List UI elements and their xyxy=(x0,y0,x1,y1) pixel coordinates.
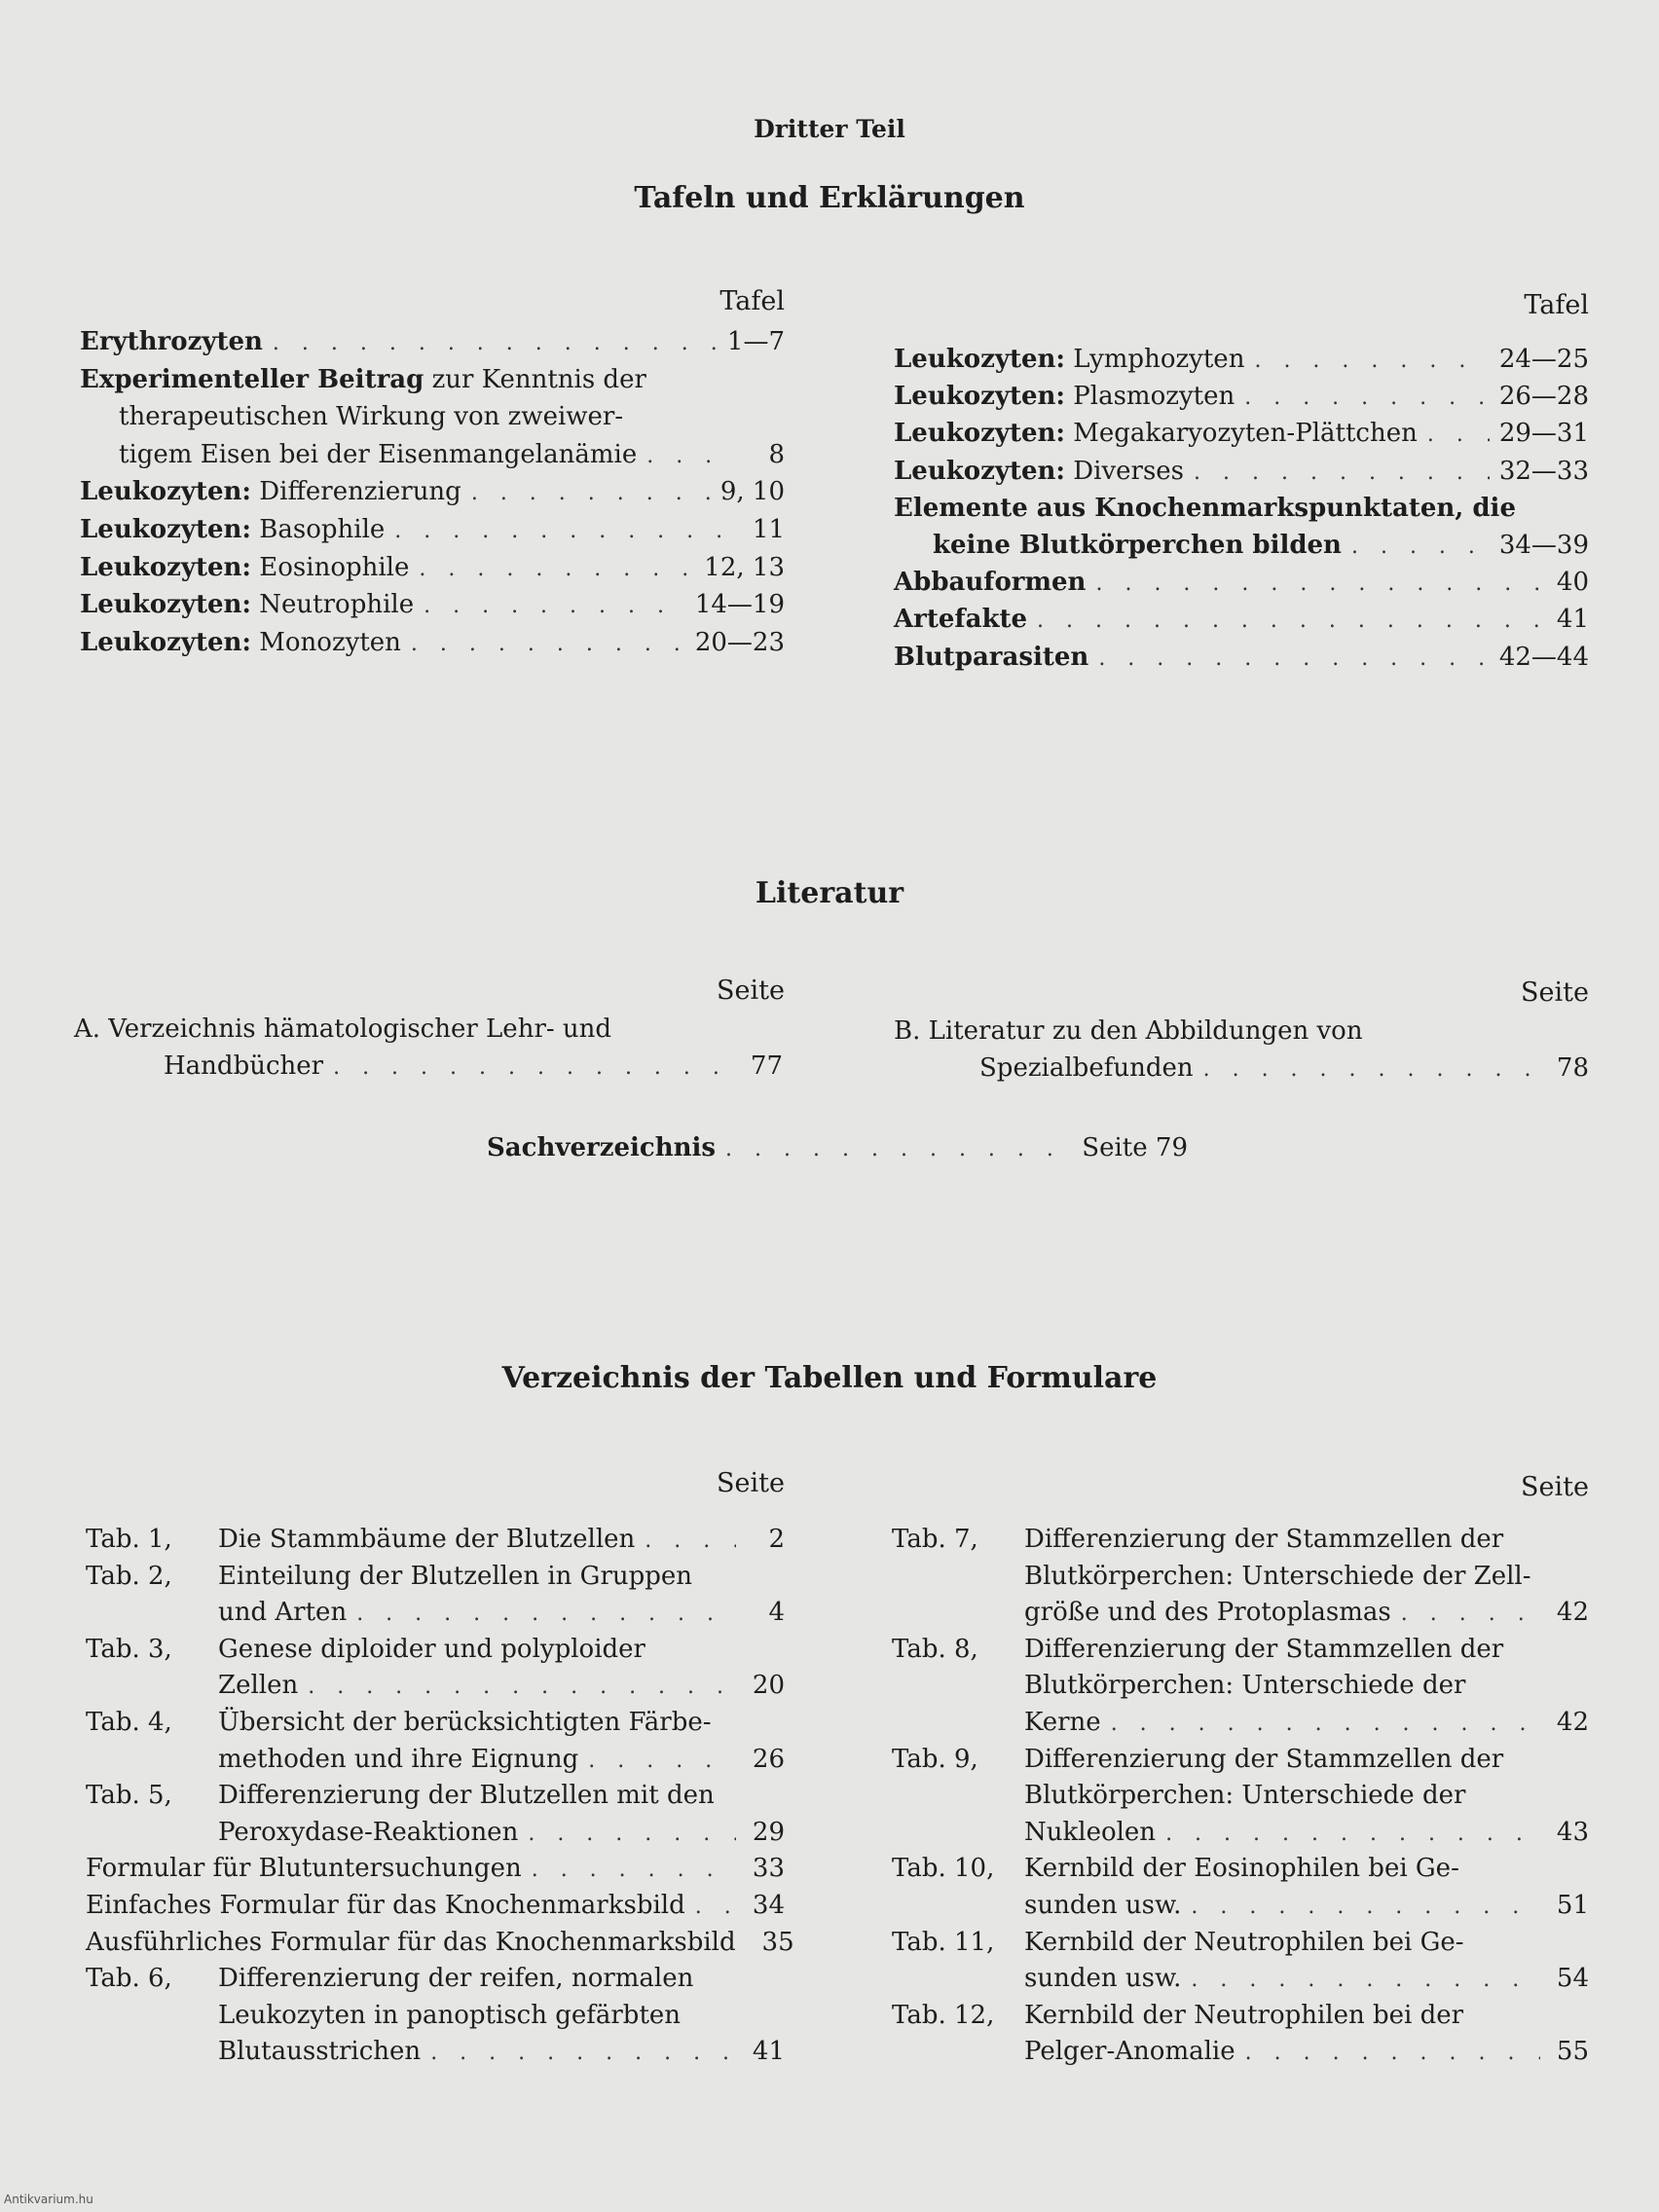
toc-entry-bold: Leukozyten: xyxy=(80,627,252,657)
table-page: 33 xyxy=(752,1854,785,1884)
table-list-entry xyxy=(892,1631,1589,1668)
dot-leader xyxy=(333,1050,734,1087)
toc-entry-bold: Leukozyten: xyxy=(894,456,1066,486)
table-title: sunden usw. xyxy=(1024,1964,1182,1994)
table-list-entry xyxy=(86,1704,785,1741)
table-title: Peroxydase-Reaktionen xyxy=(218,1817,519,1847)
table-title: methoden und ihre Eignung xyxy=(218,1744,579,1774)
dot-leader xyxy=(1427,417,1490,454)
table-page: 34 xyxy=(752,1891,785,1920)
dot-leader xyxy=(411,626,685,663)
toc-entry xyxy=(894,415,1589,454)
toc-entry-label xyxy=(894,490,1516,527)
toc-entry-bold: Leukozyten: xyxy=(80,515,252,544)
table-list-entry xyxy=(892,1850,1589,1887)
table-title: Ausführliches Formular für das Knochenmarksbild xyxy=(86,1927,736,1957)
toc-entry-page: 41 xyxy=(1556,605,1589,635)
table-list-entry xyxy=(1024,1887,1589,1926)
sachverzeichnis-page: 79 xyxy=(1155,1133,1188,1162)
table-title: Einfaches Formular für das Knochenmarksbild xyxy=(86,1891,685,1920)
toc-entry xyxy=(80,511,785,550)
toc-entry-label xyxy=(80,586,414,623)
table-list-entry xyxy=(86,1631,785,1668)
table-list-entry xyxy=(1024,1814,1589,1853)
toc-entry xyxy=(894,490,1589,527)
toc-entry-text: Neutrophile xyxy=(251,590,415,620)
dot-leader xyxy=(528,1816,736,1853)
table-list-entry xyxy=(86,1521,785,1560)
table-list-entry xyxy=(1024,1960,1589,1999)
toc-entry-label xyxy=(894,415,1418,452)
table-page: 41 xyxy=(752,2037,785,2067)
dot-leader xyxy=(1165,1816,1540,1853)
table-number: Tab. 4, xyxy=(86,1708,172,1737)
toc-entry-label xyxy=(119,436,637,473)
toc-entry xyxy=(80,586,785,625)
table-title: Differenzierung der reifen, normalen xyxy=(218,1964,694,1994)
dot-leader xyxy=(308,1669,736,1706)
table-number: Tab. 2, xyxy=(86,1561,172,1591)
toc-entry-bold: Leukozyten: xyxy=(80,590,252,620)
table-list-entry xyxy=(1024,1667,1589,1704)
toc-entry xyxy=(80,361,785,398)
toc-entry xyxy=(894,639,1589,678)
literatur-a-page: 77 xyxy=(750,1051,783,1081)
toc-entry-bold: Abbauformen xyxy=(894,568,1087,598)
toc-entry xyxy=(80,624,785,663)
table-list-entry xyxy=(218,1667,785,1706)
tafeln-right-col-label: Tafel xyxy=(1524,290,1589,320)
toc-entry-label xyxy=(894,639,1088,676)
table-page: 54 xyxy=(1556,1964,1589,1994)
table-list-entry xyxy=(86,1777,785,1814)
table-list-entry xyxy=(86,1960,785,1997)
literatur-a-entry xyxy=(164,1048,783,1087)
literatur-a-line1: A. Verzeichnis hämatologischer Lehr- und xyxy=(74,1014,612,1044)
literatur-a-line2: Handbücher xyxy=(164,1051,324,1081)
toc-entry-label xyxy=(894,453,1184,490)
tabellen-title: Verzeichnis der Tabellen und Formulare xyxy=(501,1361,1158,1395)
table-page: 4 xyxy=(768,1598,785,1628)
literatur-b-line1: B. Literatur zu den Abbildungen von xyxy=(894,1016,1363,1046)
toc-entry-page: 42—44 xyxy=(1498,642,1589,672)
literatur-left-col-label: Seite xyxy=(717,976,785,1006)
toc-entry-text: Diverses xyxy=(1065,456,1185,486)
toc-entry-text: Monozyten xyxy=(251,627,401,657)
table-title: Blutkörperchen: Unterschiede der xyxy=(1024,1781,1466,1811)
table-title: Übersicht der berücksichtigten Färbe- xyxy=(218,1708,712,1737)
toc-entry-page: 8 xyxy=(768,439,785,469)
table-page: 43 xyxy=(1556,1817,1589,1847)
toc-entry xyxy=(80,323,785,362)
table-title: und Arten xyxy=(218,1598,348,1628)
toc-entry xyxy=(894,453,1589,492)
toc-entry-bold: Leukozyten: xyxy=(80,552,252,582)
toc-entry-label xyxy=(933,527,1342,564)
toc-entry-label xyxy=(80,549,409,586)
table-number: Tab. 8, xyxy=(892,1634,978,1664)
toc-entry-label xyxy=(80,361,646,398)
toc-entry-text: Lymphozyten xyxy=(1065,345,1245,374)
table-list-entry xyxy=(218,1594,785,1633)
dot-leader xyxy=(1194,455,1490,492)
table-title: Nukleolen xyxy=(1024,1817,1157,1847)
table-number: Tab. 1, xyxy=(86,1525,172,1554)
dot-leader xyxy=(1098,641,1490,678)
table-page: 42 xyxy=(1556,1708,1589,1737)
toc-entry-text: Megakaryozyten-Plättchen xyxy=(1065,419,1418,449)
dot-leader xyxy=(1095,566,1540,603)
toc-entry-text: Eosinophile xyxy=(251,552,410,582)
table-list-entry xyxy=(218,1741,785,1780)
toc-entry-page: 20—23 xyxy=(694,627,785,657)
table-list-entry xyxy=(86,1558,785,1595)
toc-entry-text: tigem Eisen bei der Eisenmangelanämie xyxy=(119,439,638,469)
table-page: 51 xyxy=(1556,1891,1589,1920)
table-list-entry xyxy=(218,1814,785,1853)
table-page: 20 xyxy=(752,1671,785,1701)
table-page: 29 xyxy=(752,1817,785,1847)
table-number: Tab. 11, xyxy=(892,1927,995,1957)
tafeln-title: Tafeln und Erklärungen xyxy=(634,181,1025,215)
table-list-entry xyxy=(1024,1777,1589,1814)
literatur-right-col-label: Seite xyxy=(1521,977,1589,1008)
toc-entry-bold: Leukozyten: xyxy=(80,477,252,507)
table-title: Zellen xyxy=(218,1671,299,1701)
toc-entry xyxy=(119,436,785,475)
toc-entry-page: 1—7 xyxy=(726,327,785,356)
table-title: Kerne xyxy=(1024,1708,1101,1737)
table-number: Tab. 9, xyxy=(892,1744,978,1774)
toc-entry-label xyxy=(80,511,385,548)
toc-entry-label xyxy=(119,398,623,435)
toc-entry-bold: Experimenteller Beitrag xyxy=(80,364,424,394)
table-title: Kernbild der Neutrophilen bei Ge- xyxy=(1024,1927,1464,1957)
toc-entry-label xyxy=(894,601,1027,638)
sachverzeichnis-page-label: Seite xyxy=(1082,1133,1148,1162)
table-title: Kernbild der Neutrophilen bei der xyxy=(1024,2000,1464,2030)
dot-leader xyxy=(588,1743,736,1780)
toc-entry-bold: keine Blutkörperchen bilden xyxy=(933,531,1342,560)
table-title: Die Stammbäume der Blutzellen xyxy=(218,1525,636,1554)
table-list-entry xyxy=(86,1887,785,1926)
toc-entry xyxy=(894,564,1589,603)
table-page: 55 xyxy=(1556,2037,1589,2067)
toc-entry-label xyxy=(894,378,1235,415)
table-list-entry xyxy=(86,1850,785,1889)
table-list-entry xyxy=(86,1924,794,1963)
table-title: Formular für Blutuntersuchungen xyxy=(86,1854,522,1884)
table-title: Blutkörperchen: Unterschiede der Zell- xyxy=(1024,1561,1531,1591)
toc-entry-page: 32—33 xyxy=(1498,456,1589,486)
table-number: Tab. 5, xyxy=(86,1781,172,1811)
toc-entry xyxy=(933,527,1589,566)
toc-entry xyxy=(894,601,1589,640)
dot-leader xyxy=(430,2035,736,2072)
toc-entry xyxy=(894,378,1589,417)
table-title: Genese diploider und polyploider xyxy=(218,1634,645,1664)
dot-leader xyxy=(695,1889,736,1926)
toc-entry-page: 40 xyxy=(1556,568,1589,598)
table-list-entry xyxy=(218,1997,785,2034)
table-list-entry xyxy=(218,2033,785,2072)
dot-leader xyxy=(645,1523,736,1560)
table-title: Kernbild der Eosinophilen bei Ge- xyxy=(1024,1854,1459,1884)
table-title: Differenzierung der Blutzellen mit den xyxy=(218,1781,715,1811)
literatur-title: Literatur xyxy=(755,876,904,910)
dot-leader xyxy=(532,1852,736,1889)
table-title: Blutausstrichen xyxy=(218,2037,422,2067)
dot-leader xyxy=(1037,603,1540,640)
toc-entry-text: Basophile xyxy=(251,515,386,544)
toc-entry-text: Differenzierung xyxy=(251,477,461,507)
toc-entry-page: 29—31 xyxy=(1498,419,1589,449)
toc-entry-bold: Leukozyten: xyxy=(894,345,1066,374)
table-list-entry xyxy=(1024,2033,1589,2072)
toc-entry-label xyxy=(894,341,1244,378)
dot-leader xyxy=(356,1596,736,1633)
toc-entry-label xyxy=(80,323,263,360)
table-title: größe und des Protoplasmas xyxy=(1024,1598,1391,1628)
table-title: Blutkörperchen: Unterschiede der xyxy=(1024,1671,1466,1701)
tafeln-left-col-label: Tafel xyxy=(719,286,785,316)
sachverzeichnis-entry xyxy=(487,1129,1188,1168)
literatur-b-entry xyxy=(979,1050,1589,1088)
table-list-entry xyxy=(892,1521,1589,1558)
dot-leader xyxy=(1351,529,1490,566)
table-list-entry xyxy=(892,1997,1589,2034)
dot-leader xyxy=(1203,1051,1540,1088)
table-number: Tab. 12, xyxy=(892,2000,995,2030)
toc-entry-text: Plasmozyten xyxy=(1065,382,1235,412)
table-list-entry xyxy=(1024,1594,1589,1633)
table-page: 26 xyxy=(752,1744,785,1774)
toc-entry-page: 24—25 xyxy=(1498,345,1589,374)
tabellen-right-col-label: Seite xyxy=(1521,1472,1589,1502)
table-page: 42 xyxy=(1556,1598,1589,1628)
dot-leader xyxy=(1191,1962,1540,1999)
table-number: Tab. 6, xyxy=(86,1964,172,1994)
table-title: Differenzierung der Stammzellen der xyxy=(1024,1525,1504,1554)
dot-leader xyxy=(424,588,685,625)
toc-entry-bold: Artefakte xyxy=(894,605,1028,635)
toc-entry-page: 26—28 xyxy=(1498,382,1589,412)
dot-leader xyxy=(646,438,736,475)
literatur-b-page: 78 xyxy=(1556,1053,1589,1083)
table-title: Pelger-Anomalie xyxy=(1024,2037,1235,2067)
dot-leader xyxy=(1254,343,1489,380)
table-title: Differenzierung der Stammzellen der xyxy=(1024,1744,1504,1774)
toc-entry-label xyxy=(80,624,401,661)
toc-entry-page: 14—19 xyxy=(694,590,785,620)
toc-entry-bold: Leukozyten: xyxy=(894,382,1066,412)
toc-entry-page: 11 xyxy=(752,515,785,544)
dot-leader xyxy=(1191,1889,1540,1926)
dot-leader xyxy=(725,1131,1072,1168)
table-page: 2 xyxy=(768,1525,785,1554)
table-page: 35 xyxy=(761,1927,794,1957)
toc-entry xyxy=(894,341,1589,380)
toc-entry-label xyxy=(894,564,1086,601)
dot-leader xyxy=(1244,380,1490,417)
toc-entry-bold: Blutparasiten xyxy=(894,642,1089,672)
dot-leader xyxy=(1111,1706,1540,1743)
dot-leader xyxy=(394,513,736,550)
table-list-entry xyxy=(1024,1704,1589,1743)
dot-leader xyxy=(1245,2035,1540,2072)
dot-leader xyxy=(273,325,718,362)
table-title: sunden usw. xyxy=(1024,1891,1182,1920)
dot-leader xyxy=(471,475,711,512)
dot-leader xyxy=(1401,1596,1540,1633)
toc-entry-bold: Leukozyten: xyxy=(894,419,1066,449)
tabellen-left-col-label: Seite xyxy=(717,1468,785,1498)
table-number: Tab. 3, xyxy=(86,1634,172,1664)
table-list-entry xyxy=(892,1741,1589,1778)
sachverzeichnis-label: Sachverzeichnis xyxy=(487,1133,717,1162)
table-title: Leukozyten in panoptisch gefärbten xyxy=(218,2000,682,2030)
toc-entry-bold: Erythrozyten xyxy=(80,327,263,356)
table-list-entry xyxy=(892,1924,1589,1961)
dot-leader xyxy=(419,551,694,588)
toc-entry-bold: Elemente aus Knochenmarkspunktaten, die xyxy=(894,493,1516,523)
part-heading: Dritter Teil xyxy=(754,115,905,143)
table-number: Tab. 10, xyxy=(892,1854,995,1884)
table-title: Einteilung der Blutzellen in Gruppen xyxy=(218,1561,693,1591)
toc-entry-text: zur Kenntnis der xyxy=(424,364,646,394)
literatur-b-line2: Spezialbefunden xyxy=(979,1053,1194,1083)
watermark: Antikvarium.hu xyxy=(4,2193,93,2206)
toc-entry xyxy=(80,549,785,588)
toc-entry-label xyxy=(80,473,461,510)
toc-entry xyxy=(119,398,785,435)
toc-entry-page: 12, 13 xyxy=(704,552,785,582)
toc-entry-page: 9, 10 xyxy=(719,477,785,507)
toc-entry xyxy=(80,473,785,512)
table-number: Tab. 7, xyxy=(892,1525,978,1554)
toc-entry-page: 34—39 xyxy=(1498,531,1589,560)
table-title: Differenzierung der Stammzellen der xyxy=(1024,1634,1504,1664)
toc-entry-text: therapeutischen Wirkung von zweiwer- xyxy=(119,402,624,432)
table-list-entry xyxy=(1024,1558,1589,1595)
